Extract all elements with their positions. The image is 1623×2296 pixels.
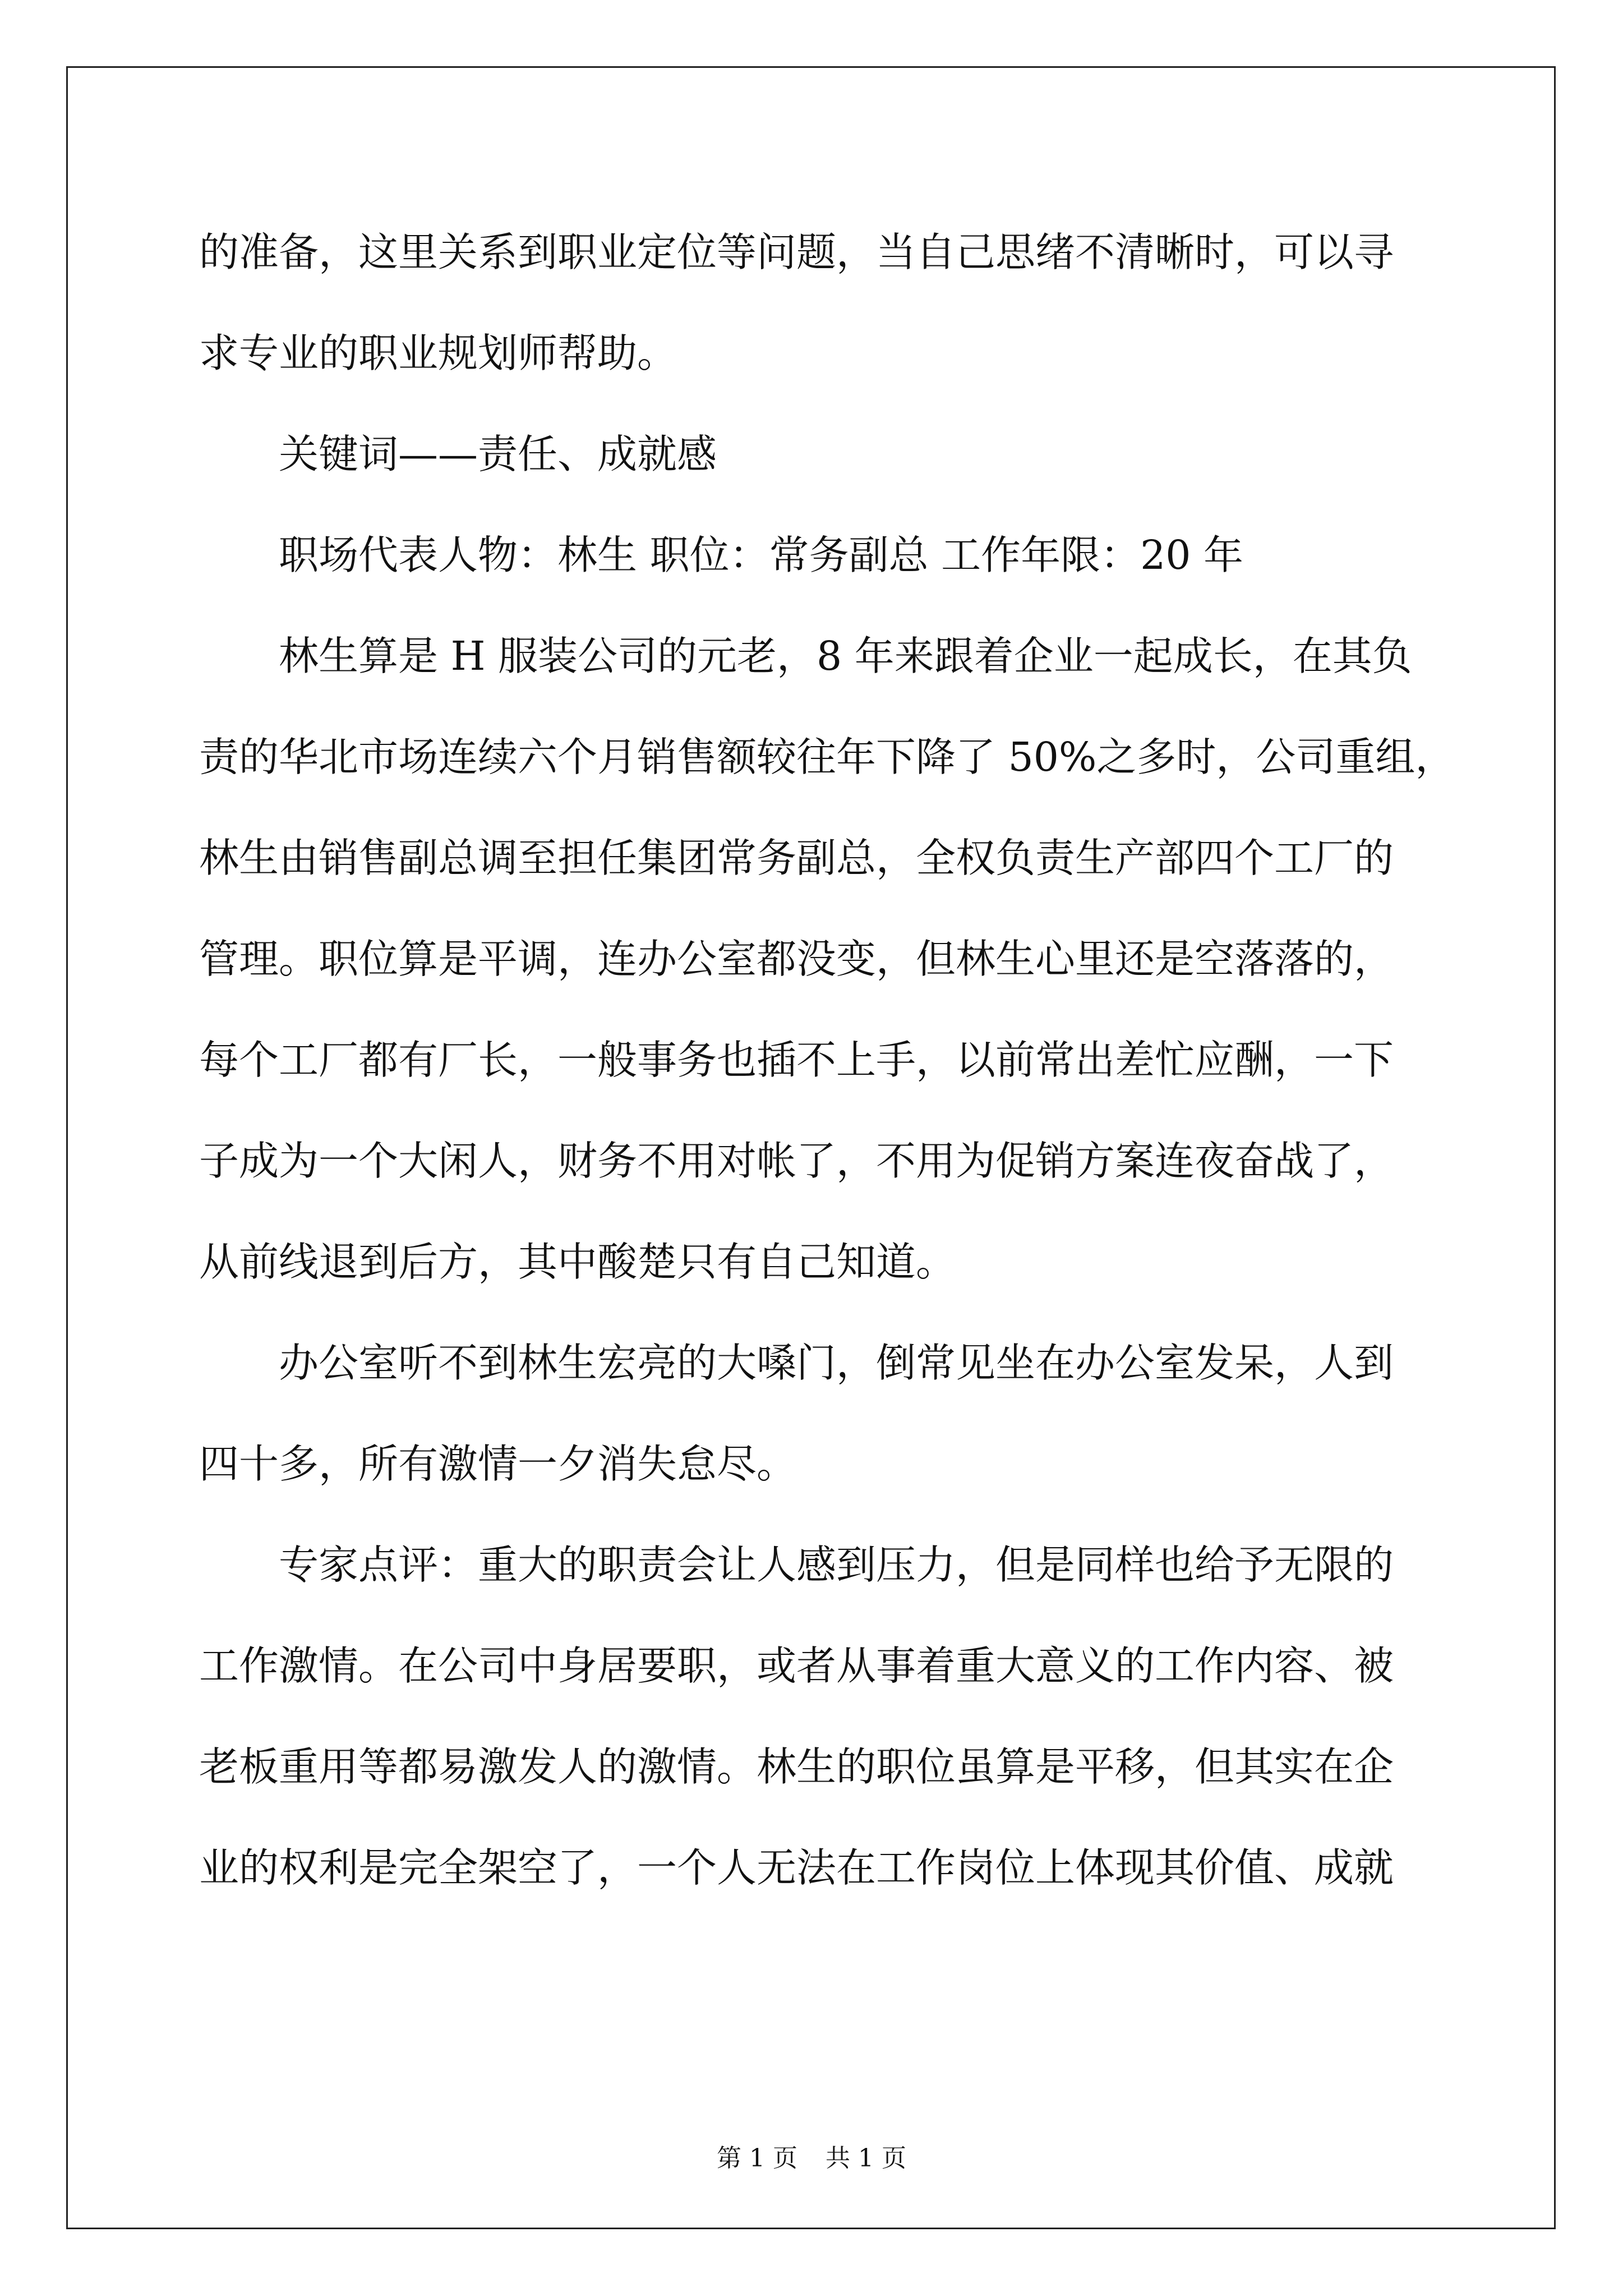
text-line: 每个工厂都有厂长，一般事务也插不上手，以前常出差忙应酬，一下 <box>199 1037 1394 1083</box>
text-line: 从前线退到后方，其中酸楚只有自己知道。 <box>199 1239 956 1285</box>
text-line: 关键词——责任、成就感 <box>279 431 717 477</box>
text-line: 子成为一个大闲人，财务不用对帐了，不用为促销方案连夜奋战了， <box>199 1138 1394 1184</box>
page-number-current: 第 1 页 <box>717 2144 797 2173</box>
text-line: 四十多，所有激情一夕消失怠尽。 <box>199 1441 797 1487</box>
text-line: 职场代表人物：林生 职位：常务副总 工作年限：20 年 <box>279 532 1244 578</box>
page-number-total: 共 1 页 <box>826 2144 906 2173</box>
page-footer <box>0 2142 1623 2175</box>
text-line: 管理。职位算是平调，连办公室都没变，但林生心里还是空落落的， <box>199 936 1394 982</box>
text-line: 专家点评：重大的职责会让人感到压力，但是同样也给予无限的 <box>279 1542 1394 1588</box>
text-line: 林生由销售副总调至担任集团常务副总，全权负责生产部四个工厂的 <box>199 835 1394 881</box>
text-line: 林生算是 H 服装公司的元老，8 年来跟着企业一起成长，在其负 <box>279 633 1412 679</box>
text-line: 求专业的职业规划师帮助。 <box>199 330 677 376</box>
text-line: 工作激情。在公司中身居要职，或者从事着重大意义的工作内容、被 <box>199 1642 1394 1689</box>
text-line: 老板重用等都易激发人的激情。林生的职位虽算是平移，但其实在企 <box>199 1743 1394 1790</box>
text-line: 业的权利是完全架空了，一个人无法在工作岗位上体现其价值、成就 <box>199 1844 1394 1891</box>
text-line: 办公室听不到林生宏亮的大嗓门，倒常见坐在办公室发呆，人到 <box>279 1340 1394 1386</box>
text-line: 责的华北市场连续六个月销售额较往年下降了 50%之多时，公司重组， <box>199 734 1455 780</box>
text-line: 的准备，这里关系到职业定位等问题，当自己思绪不清晰时，可以寻 <box>199 229 1394 275</box>
document-body <box>199 213 1455 1930</box>
